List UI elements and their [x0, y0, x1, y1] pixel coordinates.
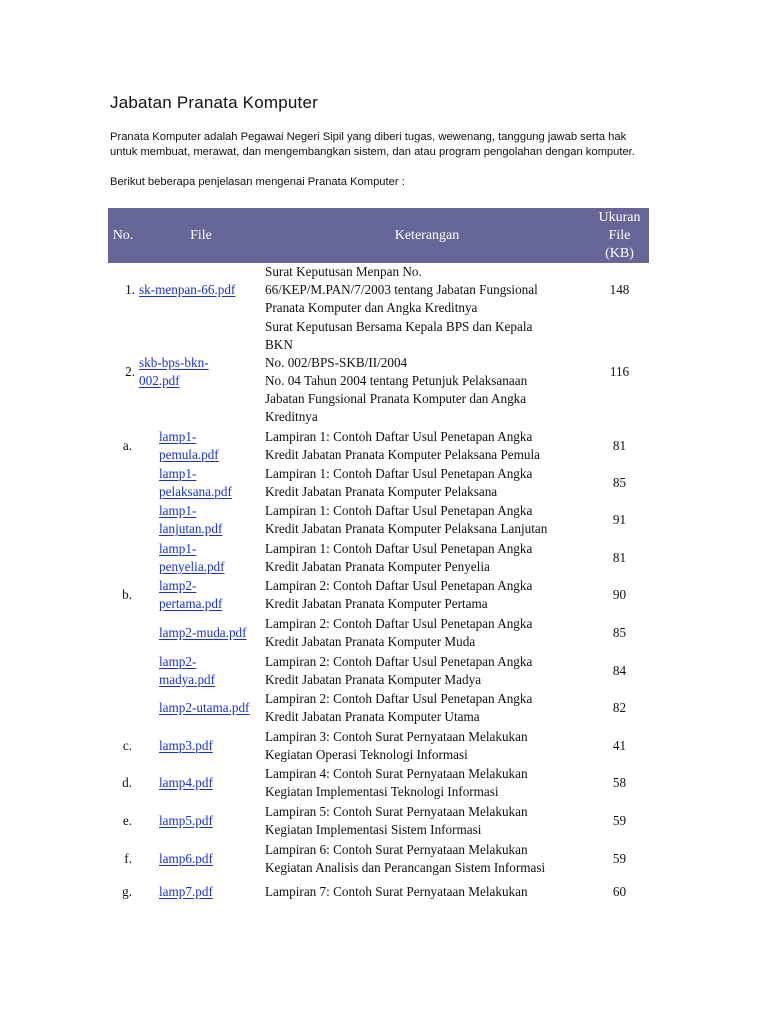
row-file-cell	[138, 614, 264, 652]
row-file-size: 59	[612, 850, 627, 866]
row-description	[264, 263, 590, 317]
row-number: c.	[122, 737, 132, 753]
row-description	[264, 614, 590, 652]
row-file-cell	[138, 464, 264, 501]
row-description	[264, 464, 590, 501]
file-link[interactable]	[159, 738, 213, 753]
table-row	[108, 802, 649, 840]
row-description	[264, 652, 590, 689]
file-link[interactable]	[159, 466, 232, 499]
description-line: Lampiran 5: Contoh Surat Pernyataan Melakukan	[265, 804, 528, 819]
description-line: Surat Keputusan Bersama Kepala BPS dan Kepala	[265, 319, 533, 334]
description-line: Lampiran 3: Contoh Surat Pernyataan Melakukan	[265, 728, 528, 744]
file-link-text: lamp6.pdf	[159, 850, 213, 866]
table-row	[108, 427, 649, 464]
file-link[interactable]	[159, 851, 213, 866]
description-line: Surat Keputusan Menpan No.	[265, 264, 422, 279]
description-line: Lampiran 2: Contoh Daftar Usul Penetapan Angka	[265, 578, 533, 593]
row-number	[108, 464, 138, 501]
description-line: No. 04 Tahun 2004 tentang Petunjuk Pelaksanaan	[265, 373, 528, 388]
file-link-text: lamp2-	[159, 653, 197, 669]
header-size	[590, 208, 649, 263]
row-file-cell	[138, 539, 264, 576]
row-number: f.	[124, 850, 132, 866]
table-row	[108, 317, 649, 427]
header-no: No.	[108, 208, 138, 263]
row-number: 1.	[125, 282, 135, 297]
header-size-line: File	[608, 227, 631, 243]
file-link-text: 002.pdf	[139, 373, 180, 388]
row-description	[264, 427, 590, 464]
intro-line: untuk membuat, merawat, dan mengembangkan sistem, dan atau program pengolahan dengan komputer.	[110, 146, 635, 158]
header-size-line: (KB)	[605, 245, 634, 261]
description-line: Lampiran 7: Contoh Surat Pernyataan Melakukan	[265, 884, 528, 899]
table-row	[108, 614, 649, 652]
description-line: Kredit Jabatan Pranata Komputer Utama	[265, 709, 480, 724]
row-file-size: 90	[612, 587, 627, 602]
file-link-text: lamp1-	[159, 503, 197, 518]
row-number	[108, 539, 138, 576]
description-line: Lampiran 1: Contoh Daftar Usul Penetapan Angka	[265, 465, 533, 481]
description-line: Kegiatan Implementasi Sistem Informasi	[265, 822, 482, 837]
intro-paragraph	[110, 130, 670, 160]
header-file: File	[138, 208, 264, 263]
header-keterangan: Keterangan	[264, 208, 590, 263]
file-link-text: lamp1-	[159, 428, 197, 444]
intro-lead: Berikut beberapa penjelasan mengenai Pranata Komputer :	[110, 176, 405, 188]
file-link-text: lamp2-	[159, 578, 197, 593]
table-row	[108, 764, 649, 802]
row-description	[264, 317, 590, 427]
file-link-text: lanjutan.pdf	[159, 521, 223, 536]
description-line: Kredit Jabatan Pranata Komputer Penyelia	[265, 558, 490, 574]
file-link[interactable]	[159, 625, 247, 640]
row-description	[264, 802, 590, 840]
table-row	[108, 840, 649, 877]
row-number	[108, 689, 138, 727]
table-row	[108, 464, 649, 501]
file-link[interactable]	[159, 578, 222, 611]
row-description	[264, 689, 590, 727]
row-description	[264, 877, 590, 907]
description-line: Kredit Jabatan Pranata Komputer Pelaksana Pemula	[265, 446, 541, 462]
row-file-cell	[138, 427, 264, 464]
row-file-cell	[138, 689, 264, 727]
row-description	[264, 764, 590, 802]
description-line: Lampiran 1: Contoh Daftar Usul Penetapan Angka	[265, 540, 533, 556]
description-line: Kredit Jabatan Pranata Komputer Pelaksana Lanjutan	[265, 521, 548, 536]
file-link-text: lamp5.pdf	[159, 813, 213, 828]
description-line: Kreditnya	[265, 409, 318, 424]
description-line: Kredit Jabatan Pranata Komputer Pelaksana	[265, 483, 498, 499]
row-description	[264, 501, 590, 539]
row-file-size: 148	[609, 282, 630, 297]
file-link-text: lamp3.pdf	[159, 737, 213, 753]
file-link-text: lamp7.pdf	[159, 884, 213, 899]
page-title: Jabatan Pranata Komputer	[110, 93, 318, 112]
row-file-size: 85	[612, 474, 627, 490]
row-number: g.	[122, 884, 132, 899]
row-file-cell	[138, 263, 264, 317]
file-link[interactable]: sk-menpan-66.pdf	[139, 282, 236, 297]
row-file-size: 91	[612, 512, 627, 527]
intro-line: Pranata Komputer adalah Pegawai Negeri Sipil yang diberi tugas, wewenang, tanggung jawab serta hak	[110, 131, 627, 143]
file-link[interactable]	[159, 775, 213, 790]
table-row	[108, 877, 649, 907]
row-file-cell	[138, 501, 264, 539]
row-file-size: 81	[612, 549, 627, 565]
row-file-size: 58	[612, 775, 627, 790]
table-row	[108, 727, 649, 764]
table-row	[108, 263, 649, 317]
row-file-size: 84	[612, 662, 627, 678]
row-description	[264, 539, 590, 576]
description-line: BKN	[265, 337, 293, 352]
file-link-text: madya.pdf	[159, 671, 216, 687]
file-link[interactable]	[159, 503, 222, 536]
description-line: Kredit Jabatan Pranata Komputer Muda	[265, 634, 476, 649]
file-link-text: lamp2-utama.pdf	[159, 700, 250, 715]
row-file-cell	[138, 877, 264, 907]
description-line: Kegiatan Implementasi Teknologi Informasi	[265, 784, 499, 799]
description-line: Lampiran 1: Contoh Daftar Usul Penetapan Angka	[265, 428, 533, 444]
file-link-text: pemula.pdf	[159, 446, 219, 462]
file-link[interactable]	[159, 700, 249, 715]
file-link-text: lamp2-muda.pdf	[159, 625, 247, 640]
row-file-cell	[138, 840, 264, 877]
file-link-text: lamp1-	[159, 540, 197, 556]
file-link-text: lamp4.pdf	[159, 775, 213, 790]
row-number: e.	[122, 813, 132, 828]
description-line: Lampiran 6: Contoh Surat Pernyataan Melakukan	[265, 841, 528, 857]
row-file-cell	[138, 802, 264, 840]
row-number	[108, 652, 138, 689]
description-line: Kredit Jabatan Pranata Komputer Madya	[265, 671, 482, 687]
row-file-size: 85	[612, 625, 627, 640]
row-number: d.	[122, 775, 132, 790]
description-line: Pranata Komputer dan Angka Kreditnya	[265, 300, 478, 315]
row-number: 2.	[125, 364, 135, 379]
file-link[interactable]	[159, 813, 213, 828]
row-description	[264, 840, 590, 877]
file-link[interactable]	[159, 429, 219, 462]
row-file-size: 81	[612, 437, 627, 453]
description-line: Kegiatan Analisis dan Perancangan Sistem Informasi	[265, 859, 546, 875]
table-row	[108, 689, 649, 727]
row-file-cell	[138, 727, 264, 764]
description-line: Kredit Jabatan Pranata Komputer Pertama	[265, 596, 488, 611]
file-link-text: pertama.pdf	[159, 596, 223, 611]
row-file-size: 60	[612, 884, 627, 899]
row-file-cell	[138, 317, 264, 427]
table-body	[108, 263, 649, 907]
row-file-size: 59	[612, 813, 627, 828]
description-line: Jabatan Fungsional Pranata Komputer dan Angka	[265, 391, 527, 406]
file-link-text: skb-bps-bkn-	[139, 355, 209, 370]
file-link[interactable]	[159, 884, 213, 899]
file-link-text: penyelia.pdf	[159, 558, 225, 574]
row-number	[108, 501, 138, 539]
row-file-cell	[138, 576, 264, 614]
row-file-size: 41	[612, 737, 627, 753]
description-line: Lampiran 1: Contoh Daftar Usul Penetapan Angka	[265, 503, 533, 518]
row-file-size: 82	[612, 700, 627, 715]
table-header-row	[108, 208, 649, 263]
description-line: No. 002/BPS-SKB/II/2004	[265, 355, 408, 370]
row-description	[264, 576, 590, 614]
table-row	[108, 652, 649, 689]
description-line: Kegiatan Operasi Teknologi Informasi	[265, 746, 468, 762]
file-link[interactable]	[159, 654, 215, 687]
description-line: Lampiran 2: Contoh Daftar Usul Penetapan Angka	[265, 691, 533, 706]
row-file-size: 116	[609, 364, 630, 379]
file-link-text: pelaksana.pdf	[159, 483, 232, 499]
description-line: Lampiran 2: Contoh Daftar Usul Penetapan Angka	[265, 616, 533, 631]
description-line: Lampiran 2: Contoh Daftar Usul Penetapan Angka	[265, 653, 533, 669]
table-row	[108, 501, 649, 539]
description-line: 66/KEP/M.PAN/7/2003 tentang Jabatan Fungsional	[265, 282, 538, 297]
table-row	[108, 576, 649, 614]
file-link-text: lamp1-	[159, 465, 197, 481]
file-link[interactable]	[139, 355, 209, 388]
files-table	[108, 208, 649, 907]
row-file-cell	[138, 652, 264, 689]
file-link[interactable]	[159, 541, 225, 574]
description-line: Lampiran 4: Contoh Surat Pernyataan Melakukan	[265, 766, 528, 781]
header-size-line: Ukuran	[598, 209, 641, 225]
row-description	[264, 727, 590, 764]
row-file-cell	[138, 764, 264, 802]
row-number: b.	[122, 587, 132, 602]
row-number	[108, 614, 138, 652]
row-number: a.	[122, 437, 132, 453]
table-row	[108, 539, 649, 576]
